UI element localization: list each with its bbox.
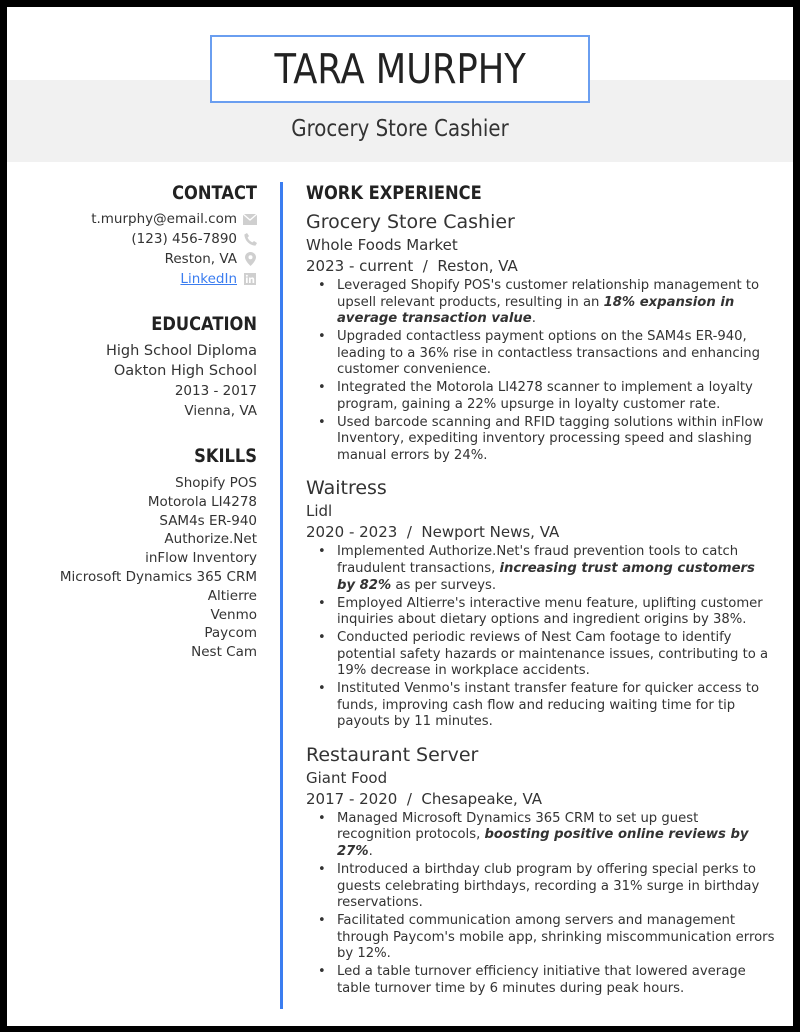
highlighted-metric: boosting positive online reviews by 27% (337, 827, 749, 860)
skill-item: Authorize.Net (164, 531, 257, 548)
job-achievements (306, 544, 776, 730)
work-experience-heading: WORK EXPERIENCE (306, 183, 482, 204)
job-role: Waitress (306, 477, 387, 500)
job-dates-location: 2017 - 2020 / Chesapeake, VA (306, 789, 543, 808)
job-entry (306, 210, 776, 464)
achievement-bullet: • Leveraged Shopify POS's customer relationship management to upsell relevant products, resulting in an 18% expansion in average transaction value. (306, 278, 776, 328)
contact-location (27, 249, 257, 269)
highlighted-metric: increasing trust among customers by 82% (337, 561, 755, 593)
linkedin-icon[interactable] (243, 272, 257, 286)
skill-item: Motorola LI4278 (147, 493, 257, 510)
job-company: Giant Food (306, 768, 388, 787)
envelope-icon (243, 212, 257, 226)
achievement-bullet: • Upgraded contactless payment options on the SAM4s ER-940, leading to a 36% rise in contactless transactions and enhancing customer convenience. (306, 329, 776, 379)
candidate-name: TARA MURPHY (274, 45, 526, 93)
skill-item: SAM4s ER-940 (159, 512, 257, 529)
email-text: t.murphy@email.com (91, 211, 237, 227)
sidebar (27, 182, 257, 662)
job-dates-location: 2020 - 2023 / Newport News, VA (306, 523, 560, 542)
headline-title: Grocery Store Cashier (291, 116, 509, 142)
contact-email (27, 209, 257, 229)
education-heading: EDUCATION (151, 314, 257, 335)
phone-icon (243, 232, 257, 246)
map-pin-icon (243, 252, 257, 266)
achievement-bullet: • Integrated the Motorola LI4278 scanner to implement a loyalty program, gaining a 22% upsurge in loyalty customer rate. (306, 380, 776, 413)
achievement-bullet: • Managed Microsoft Dynamics 365 CRM to set up guest recognition protocols, boosting positive online reviews by 27%. (306, 811, 776, 861)
location-text: Reston, VA (164, 251, 237, 267)
phone-text: (123) 456-7890 (131, 231, 237, 247)
achievement-bullet: • Led a table turnover efficiency initiative that lowered average table turnover time by 6 minutes during peak hours. (306, 964, 776, 997)
achievement-bullet: • Introduced a birthday club program by offering special perks to guests celebrating birthdays, recording a 31% surge in birthday reservations. (306, 862, 776, 912)
highlighted-metric: 18% expansion in average transaction value (337, 294, 735, 327)
job-role: Grocery Store Cashier (306, 211, 515, 233)
contact-linkedin (27, 269, 257, 289)
education-years: 2013 - 2017 (174, 383, 257, 399)
education-section (27, 313, 257, 421)
contact-section (27, 182, 257, 289)
skills-section (27, 445, 257, 662)
education-location: Vienna, VA (184, 403, 257, 419)
column-divider (280, 182, 283, 1009)
achievement-bullet: • Used barcode scanning and RFID tagging solutions within inFlow Inventory, expediting inventory processing speed and slashing manual errors by 24%. (306, 415, 776, 465)
achievement-bullet: • Conducted periodic reviews of Nest Cam footage to identify potential safety hazards or maintenance issues, contributing to a 19% decrease in workplace accidents. (306, 630, 776, 680)
contact-phone (27, 229, 257, 249)
main-content (306, 182, 776, 999)
job-achievements (306, 278, 776, 464)
education-degree: High School Diploma (106, 343, 257, 359)
achievement-bullet: • Instituted Venmo's instant transfer feature for quicker access to funds, improving cash flow and reducing waiting time for tip payouts by 11 minutes. (306, 681, 776, 731)
skill-item: Shopify POS (175, 475, 257, 491)
contact-heading: CONTACT (172, 183, 257, 204)
skill-item: Microsoft Dynamics 365 CRM (59, 568, 257, 585)
skill-item: Nest Cam (191, 644, 257, 661)
skill-item: Altierre (207, 587, 257, 604)
resume-page (7, 7, 793, 1026)
skill-item: Venmo (210, 606, 257, 623)
achievement-bullet: • Employed Altierre's interactive menu feature, uplifting customer inquiries about dietary options and ingredient origins by 38%. (306, 596, 776, 629)
skills-heading: SKILLS (194, 446, 257, 467)
job-entry (306, 743, 776, 997)
name-box (210, 35, 590, 103)
education-school: Oakton High School (113, 363, 257, 379)
achievement-bullet: • Facilitated communication among servers and management through Paycom's mobile app, shrinking miscommunication errors by 12%. (306, 913, 776, 963)
achievement-bullet: • Implemented Authorize.Net's fraud prevention tools to catch fraudulent transactions, increasing trust among customers by 82% as per surveys. (306, 544, 776, 594)
job-list (306, 210, 776, 997)
job-company: Lidl (306, 502, 333, 521)
job-dates-location: 2023 - current / Reston, VA (306, 257, 518, 275)
linkedin-link[interactable]: LinkedIn (180, 271, 237, 287)
skill-item: Paycom (204, 625, 257, 642)
job-company: Whole Foods Market (306, 236, 458, 254)
job-achievements (306, 811, 776, 997)
skill-item: inFlow Inventory (145, 550, 257, 567)
job-entry (306, 476, 776, 730)
job-role: Restaurant Server (306, 743, 479, 766)
